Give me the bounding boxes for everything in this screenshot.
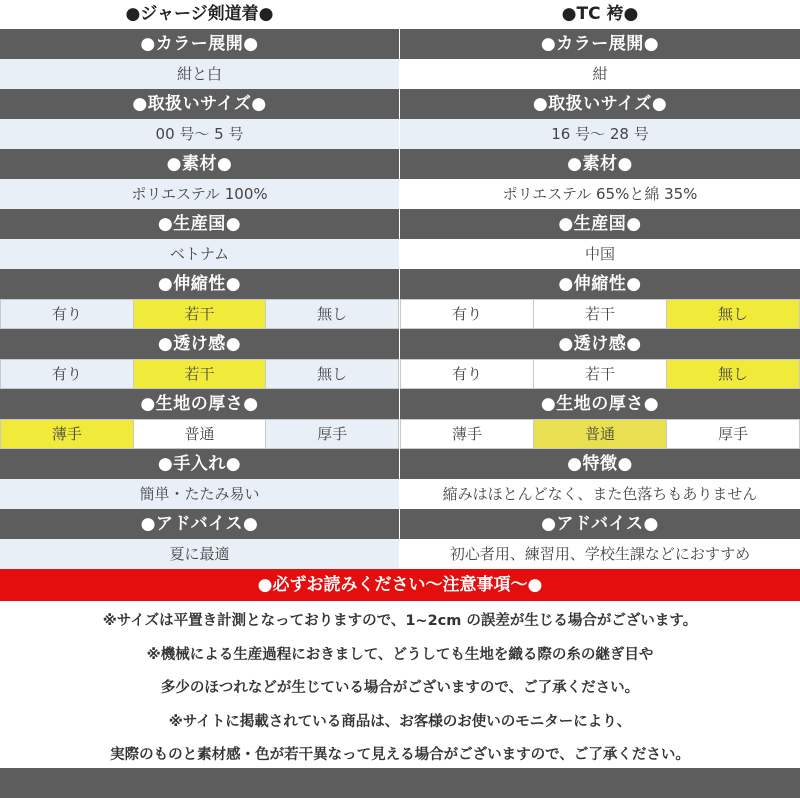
thickness-option-normal: 普通 [134,419,267,449]
origin-header: ●生産国● [400,209,800,239]
material-header: ●素材● [400,149,800,179]
care-value: 簡単・たたみ易い [0,479,399,509]
material-value: ポリエステル 65%と綿 35% [400,179,800,209]
advice-header: ●アドバイス● [0,509,399,539]
sheerness-option-yes: 有り [0,359,134,389]
thickness-option-normal: 普通 [534,419,667,449]
notice-line: ※サイズは平置き計測となっておりますので、1~2cm の誤差が生じる場合がございます。 [102,613,698,629]
thickness-option-thin: 薄手 [400,419,534,449]
sheerness-option-none: 無し [266,359,399,389]
color-header: ●カラー展開● [400,29,800,59]
care-header: ●手入れ● [0,449,399,479]
stretch-option-slight: 若干 [134,299,267,329]
stretch-option-none: 無し [266,299,399,329]
thickness-rating [0,419,399,449]
thickness-option-thick: 厚手 [667,419,800,449]
thickness-header: ●生地の厚さ● [400,389,800,419]
notice-line: 多少のほつれなどが生じている場合がございますので、ご了承ください。 [160,680,640,696]
stretch-rating [0,299,399,329]
stretch-option-yes: 有り [400,299,534,329]
sheerness-rating [400,359,800,389]
thickness-rating [400,419,800,449]
origin-value: 中国 [400,239,800,269]
notice-line: ※機械による生産過程におきまして、どうしても生地を織る際の糸の継ぎ目や [146,646,654,663]
advice-value: 初心者用、練習用、学校生課などにおすすめ [400,539,800,569]
jersey-title: ●ジャージ剣道着● [0,0,399,29]
stretch-header: ●伸縮性● [400,269,800,299]
sheerness-option-slight: 若干 [134,359,267,389]
stretch-option-none: 無し [667,299,800,329]
stretch-rating [400,299,800,329]
sheerness-header: ●透け感● [0,329,399,359]
color-header: ●カラー展開● [0,29,399,59]
stretch-header: ●伸縮性● [0,269,399,299]
tc-hakama-column [400,0,800,569]
origin-value: ベトナム [0,239,399,269]
size-header: ●取扱いサイズ● [0,89,399,119]
material-value: ポリエステル 100% [0,179,399,209]
thickness-option-thick: 厚手 [266,419,399,449]
notice-header: ●必ずお読みください〜注意事項〜● [0,569,800,601]
footer-bar [0,768,800,798]
advice-value: 夏に最適 [0,539,399,569]
thickness-header: ●生地の厚さ● [0,389,399,419]
advice-header: ●アドバイス● [400,509,800,539]
features-value: 縮みはほとんどなく、また色落ちもありません [400,479,800,509]
sheerness-option-slight: 若干 [534,359,667,389]
size-header: ●取扱いサイズ● [400,89,800,119]
size-value: 16 号〜 28 号 [400,119,800,149]
thickness-option-thin: 薄手 [0,419,134,449]
origin-header: ●生産国● [0,209,399,239]
stretch-option-yes: 有り [0,299,134,329]
color-value: 紺と白 [0,59,399,89]
features-header: ●特徴● [400,449,800,479]
tc-hakama-title: ●TC 袴● [400,0,800,29]
notice-line: 実際のものと素材感・色が若干異なって見える場合がございますので、ご了承ください。 [110,747,690,763]
sheerness-option-none: 無し [667,359,800,389]
sheerness-header: ●透け感● [400,329,800,359]
sheerness-rating [0,359,399,389]
stretch-option-slight: 若干 [534,299,667,329]
notice-body [0,601,800,773]
jersey-column [0,0,400,569]
notice-line: ※サイトに掲載されている商品は、お客様のお使いのモニターにより、 [168,713,632,730]
material-header: ●素材● [0,149,399,179]
sheerness-option-yes: 有り [400,359,534,389]
color-value: 紺 [400,59,800,89]
size-value: 00 号〜 5 号 [0,119,399,149]
